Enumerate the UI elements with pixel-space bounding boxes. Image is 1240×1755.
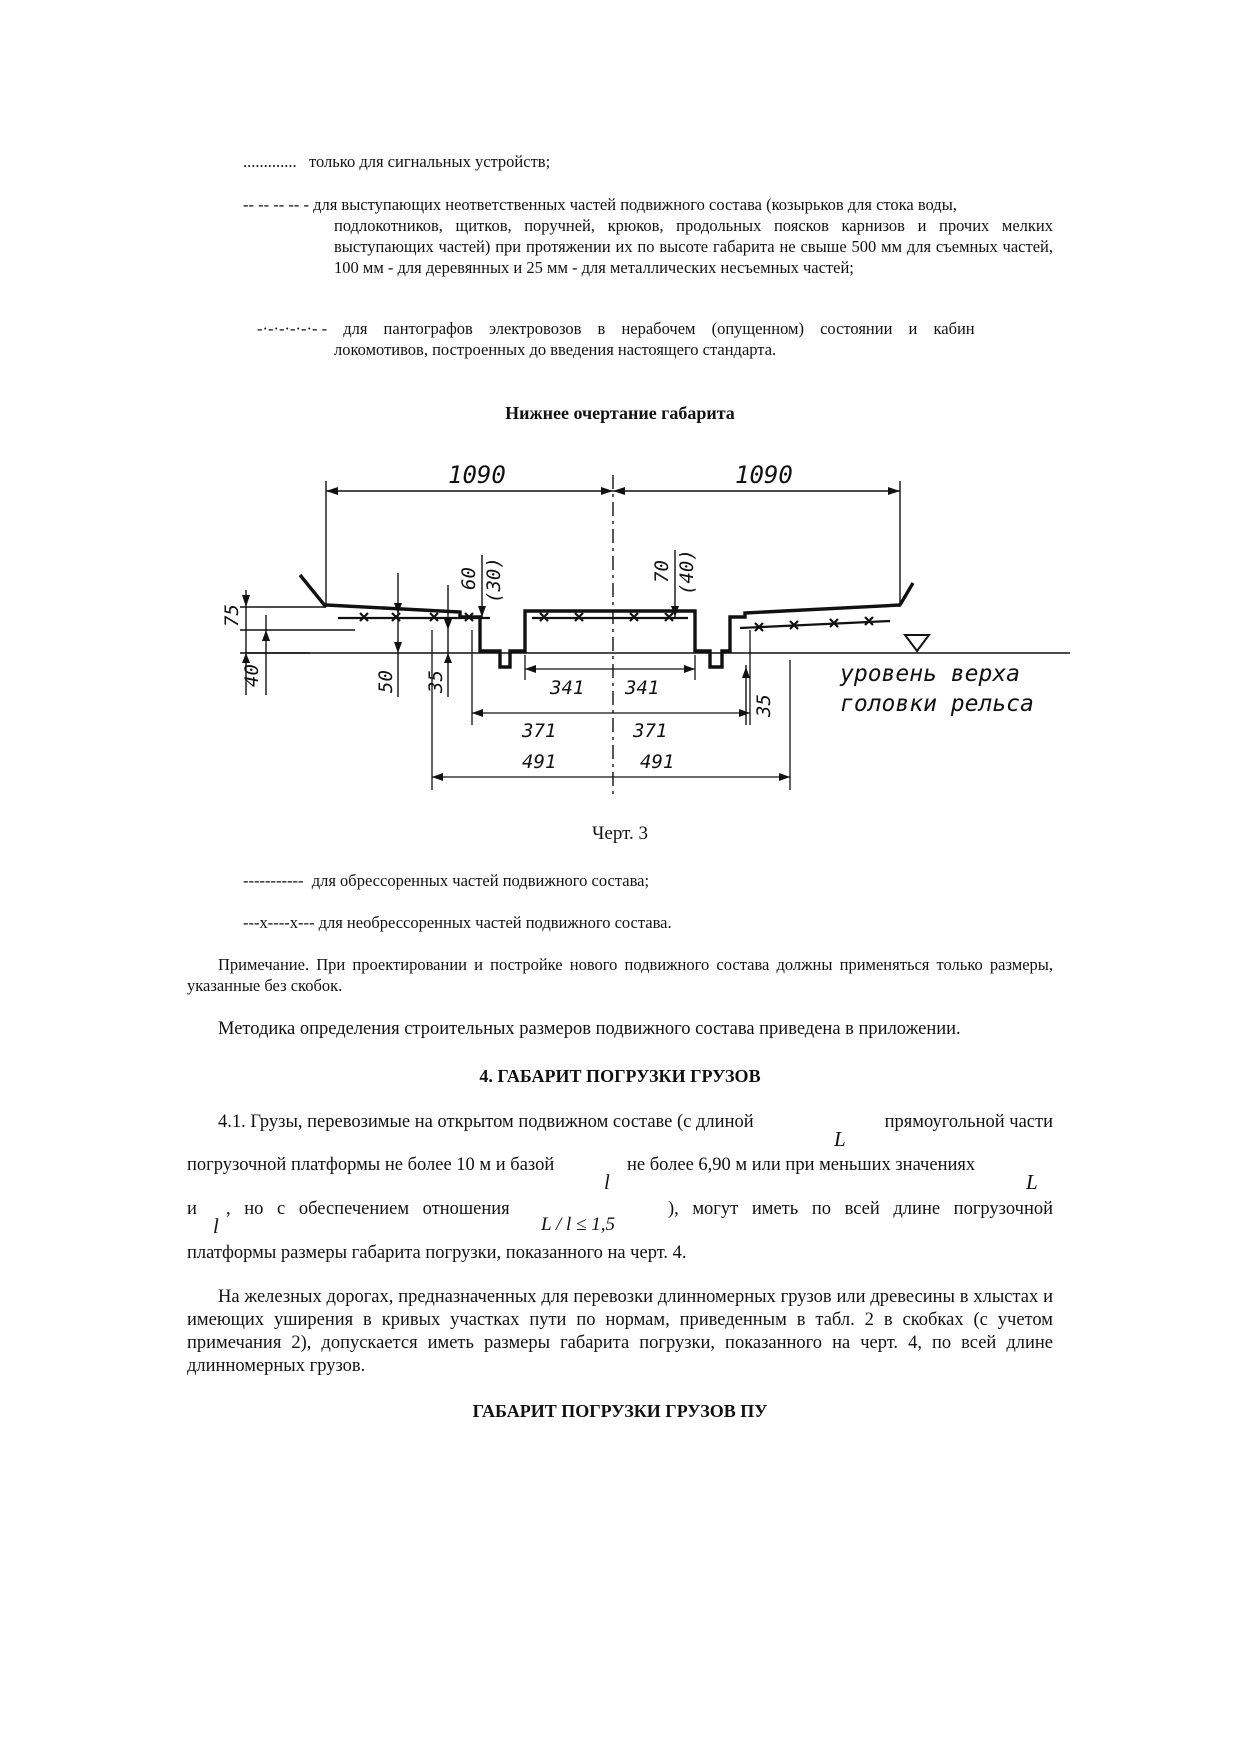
legend-text-protruding-first: для выступающих неответственных частей подвижного состава (козырьков для стока воды, [313, 195, 957, 214]
dim-v-35-left: 35 [425, 670, 447, 693]
p41-line1-b: прямоугольной части [884, 1112, 1053, 1132]
dim-v-40: 40 [241, 664, 263, 687]
sym-L2: L [1026, 1170, 1038, 1194]
sym-l1: l [604, 1170, 610, 1194]
legend-text-unsprung: для необрессоренных частей подвижного состава. [318, 913, 672, 932]
p41-line1-a: 4.1. Грузы, перевозимые на открытом подвижном составе (с длиной [218, 1112, 754, 1132]
dim-v-35-right: 35 [753, 694, 775, 717]
note-paragraph: Примечание. При проектировании и постройке нового подвижного состава должны применяться только размеры, указанные без скобок. [187, 955, 1053, 995]
dim-top-left: 1090 [448, 461, 506, 489]
dim-b-341-right: 341 [625, 677, 660, 699]
p41-line3-a: и [187, 1199, 197, 1219]
legend-text-pantograph-first: - для пантографов электровозов в нерабочем (опущенном) состоянии и кабин [321, 319, 975, 338]
dim-b-371-left: 371 [522, 720, 557, 742]
section-title: Нижнее очертание габарита [505, 403, 735, 423]
legend-text-sprung: для обрессоренных частей подвижного состава; [311, 871, 650, 890]
dim-b-371-right: 371 [633, 720, 668, 742]
dim-v-75: 75 [221, 604, 243, 627]
dim-b-491-left: 491 [522, 751, 557, 773]
legend-sprung [243, 870, 1053, 891]
legend-marker-x: ---х----х--- [243, 913, 315, 932]
outline-right-slope [900, 583, 913, 605]
sym-l2: l [213, 1214, 219, 1238]
sym-L1: L [834, 1127, 846, 1151]
p41-line3-c: ), могут иметь по всей длине погрузочной [667, 1199, 1053, 1219]
legend-text-pantograph-rest: локомотивов, построенных до введения настоящего стандарта. [334, 340, 777, 359]
heading-pu: ГАБАРИТ ПОГРУЗКИ ГРУЗОВ ПУ [472, 1401, 768, 1421]
rail-level-triangle [905, 635, 929, 651]
outline-left-slope [300, 575, 326, 607]
legend-protruding-first [243, 194, 1053, 215]
legend-marker-dotted: ............. [243, 152, 297, 171]
p41-line4: платформы размеры габарита погрузки, показанного на черт. 4. [187, 1243, 687, 1263]
legend-unsprung [243, 912, 1053, 933]
legend-text-signal: только для сигнальных устройств; [309, 152, 551, 171]
dim-v-70: 70 [651, 560, 673, 583]
rail-label-1: уровень верха [840, 661, 1021, 687]
dim-v-60: 60 [458, 567, 480, 590]
rail-label-2: головки рельса [840, 691, 1034, 717]
legend-marker-dashdot: -·-·-·-·-·- [257, 319, 318, 338]
outline-center [480, 605, 900, 667]
legend-marker-solid: ----------- [243, 871, 304, 890]
legend-pantograph-first [257, 318, 1053, 339]
legend-signal [243, 151, 1053, 172]
lower-gauge-drawing [210, 455, 1070, 810]
method-paragraph: Методика определения строительных размеров подвижного состава приведена в приложении. [218, 1019, 961, 1039]
p41-line2-a: погрузочной платформы не более 10 м и базой [187, 1155, 555, 1175]
p41-line3-b: , но с обеспечением отношения [226, 1199, 510, 1219]
railway-paragraph: На железных дорогах, предназначенных для перевозки длинномерных грузов или древесины в хлыстах и имеющих уширения в кривых участках пути по нормам, приведенным в табл. 2 в скобках (с учетом примечания 2), допускается иметь размеры габарита погрузки, показанного на черт. 4, по всей длине длинномерных грузов. [187, 1287, 1053, 1376]
dim-v-40-paren: (40) [676, 549, 698, 595]
drawing-caption: Черт. 3 [592, 823, 648, 844]
dim-v-50: 50 [375, 670, 397, 693]
legend-text-protruding-rest: подлокотников, щитков, поручней, крюков, продольных поясков карнизов и прочих мелких выступающих частей) при протяжении их по высоте габарита не свыше 500 мм для съемных частей, 100 мм - для деревянных и 25 мм - для металлических несъемных частей; [334, 216, 1053, 277]
dim-v-30: (30) [483, 557, 505, 603]
heading-4: 4. ГАБАРИТ ПОГРУЗКИ ГРУЗОВ [479, 1066, 761, 1086]
dim-b-341-left: 341 [550, 677, 585, 699]
p41-line2-b: не более 6,90 м или при меньших значениях [627, 1155, 976, 1175]
formula-ratio: L / l ≤ 1,5 [541, 1214, 615, 1235]
legend-marker-dashed: -- -- -- -- - [243, 195, 309, 214]
unsprung-line [338, 613, 890, 631]
dim-b-491-right: 491 [640, 751, 675, 773]
dim-top-right: 1090 [735, 461, 793, 489]
